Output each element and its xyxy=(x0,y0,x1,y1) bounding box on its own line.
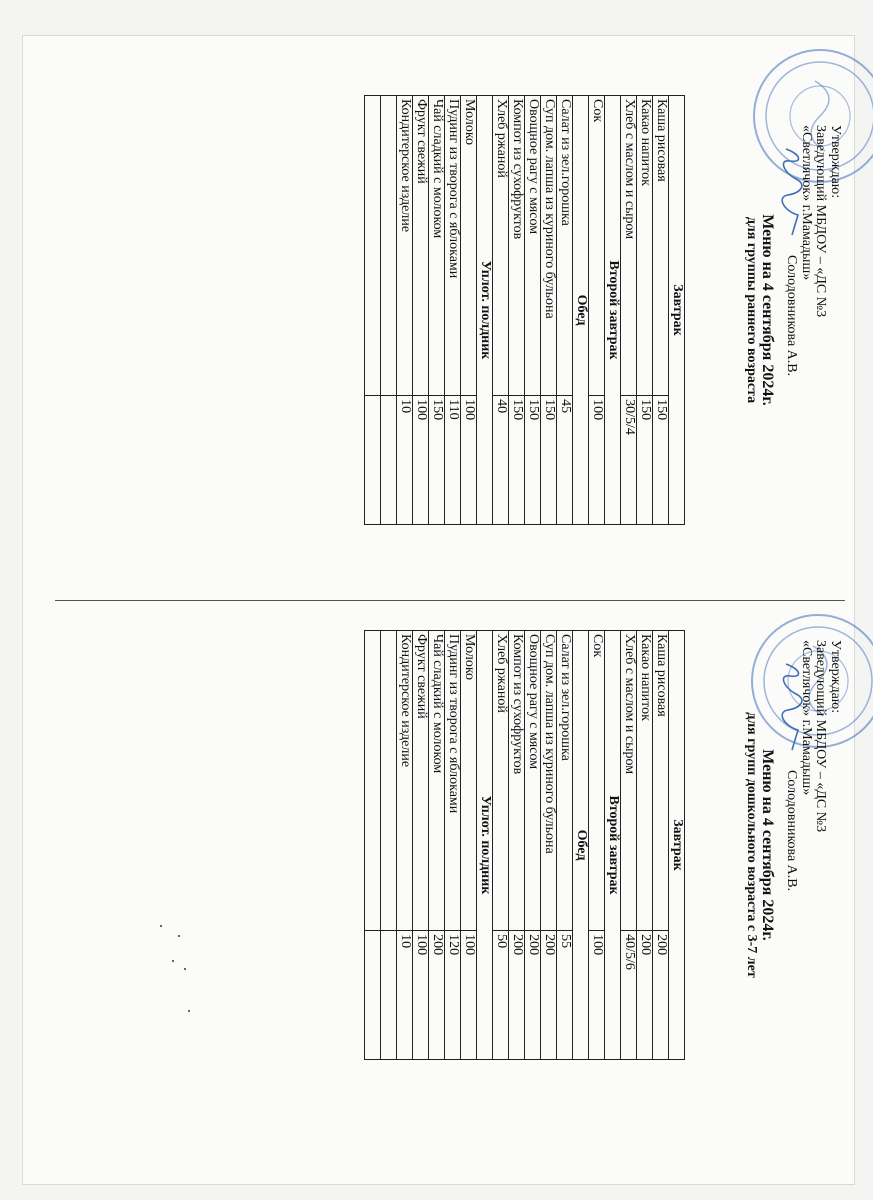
section-heading: Завтрак xyxy=(669,631,685,1060)
dish-amount: 50 xyxy=(493,931,509,1060)
handwritten-signature xyxy=(781,660,805,755)
dish-name: Хлеб ржаной xyxy=(493,96,509,396)
table-row xyxy=(413,96,429,525)
dish-amount: 40/5/6 xyxy=(621,931,637,1060)
section-row xyxy=(477,631,493,1060)
dish-amount: 150 xyxy=(541,396,557,525)
empty-cell xyxy=(381,931,397,1060)
table-row xyxy=(429,96,445,525)
empty-cell xyxy=(381,631,397,931)
empty-row xyxy=(381,631,397,1060)
dish-amount: 55 xyxy=(557,931,573,1060)
dish-name: Фрукт свежий xyxy=(413,96,429,396)
dish-name: Сок xyxy=(589,631,605,931)
section-row xyxy=(669,96,685,525)
dish-name: Фрукт свежий xyxy=(413,631,429,931)
signatory-name: Солодовникова А.В. xyxy=(784,770,800,892)
dish-name: Салат из зел.горошка xyxy=(557,96,573,396)
dish-name: Молоко xyxy=(461,631,477,931)
dish-name: Сок xyxy=(589,96,605,396)
table-row xyxy=(397,96,413,525)
empty-cell xyxy=(365,96,381,396)
scan-speck xyxy=(188,1010,190,1012)
dish-name: Хлеб с маслом и сыром xyxy=(621,96,637,396)
table-row xyxy=(541,96,557,525)
dish-name: Кондитерское изделие xyxy=(397,96,413,396)
table-row xyxy=(429,631,445,1060)
scan-speck xyxy=(184,968,186,970)
dish-amount: 150 xyxy=(653,396,669,525)
dish-name: Овощное рагу с мясом xyxy=(525,631,541,931)
dish-name: Какао напиток xyxy=(637,96,653,396)
dish-name: Хлеб с маслом и сыром xyxy=(621,631,637,931)
table-row xyxy=(461,631,477,1060)
scan-speck xyxy=(160,925,162,927)
dish-amount: 200 xyxy=(637,931,653,1060)
table-row xyxy=(509,96,525,525)
table-row xyxy=(413,631,429,1060)
dish-name: Какао напиток xyxy=(637,631,653,931)
section-heading: Уплот. полдник xyxy=(477,96,493,525)
table-row xyxy=(637,96,653,525)
dish-name: Кондитерское изделие xyxy=(397,631,413,931)
dish-amount: 100 xyxy=(461,396,477,525)
signature-line xyxy=(784,640,799,891)
dish-amount: 100 xyxy=(413,396,429,525)
dish-amount: 100 xyxy=(461,931,477,1060)
table-row xyxy=(621,96,637,525)
dish-amount: 110 xyxy=(445,396,461,525)
dish-name: Овощное рагу с мясом xyxy=(525,96,541,396)
rotated-page xyxy=(22,35,873,1165)
dish-amount: 30/5/4 xyxy=(621,396,637,525)
dish-name: Чай сладкий с молоком xyxy=(429,96,445,396)
menu-subtitle: для группы раннего возраста xyxy=(744,216,759,404)
table-row xyxy=(493,631,509,1060)
section-heading: Второй завтрак xyxy=(605,631,621,1060)
dish-amount: 150 xyxy=(637,396,653,525)
table-row xyxy=(621,631,637,1060)
dish-name: Молоко xyxy=(461,96,477,396)
dish-amount: 150 xyxy=(525,396,541,525)
table-row xyxy=(445,631,461,1060)
scan-speck xyxy=(178,935,180,937)
table-row xyxy=(653,631,669,1060)
menu-subtitle: для групп дошкольного возраста с 3-7 лет xyxy=(744,712,759,978)
dish-name: Каша рисовая xyxy=(653,96,669,396)
table-row xyxy=(445,96,461,525)
dish-name: Чай сладкий с молоком xyxy=(429,631,445,931)
section-row xyxy=(573,631,589,1060)
dish-amount: 200 xyxy=(653,931,669,1060)
dish-name: Салат из зел.горошка xyxy=(557,631,573,931)
approval-position: Заведующий МБДОУ – «ДС №3 xyxy=(813,125,829,318)
table-row xyxy=(397,631,413,1060)
empty-cell xyxy=(365,396,381,525)
scanned-sheet xyxy=(22,35,855,1185)
scan-speck xyxy=(172,960,174,962)
menu-document-right xyxy=(22,600,873,1165)
section-row xyxy=(573,96,589,525)
dish-amount: 10 xyxy=(397,396,413,525)
menu-table xyxy=(364,95,685,525)
approval-block xyxy=(784,125,842,376)
table-row xyxy=(589,631,605,1060)
table-row xyxy=(525,96,541,525)
table-row xyxy=(541,631,557,1060)
table-row xyxy=(589,96,605,525)
section-heading: Обед xyxy=(573,96,589,525)
approval-position: Заведующий МБДОУ – «ДС №3 xyxy=(813,640,829,833)
dish-amount: 120 xyxy=(445,931,461,1060)
dish-amount: 150 xyxy=(509,396,525,525)
table-row xyxy=(509,631,525,1060)
section-heading: Уплот. полдник xyxy=(477,631,493,1060)
approval-heading: Утверждаю: xyxy=(828,640,843,714)
dish-amount: 100 xyxy=(589,396,605,525)
table-row xyxy=(637,631,653,1060)
approval-org-name: «Светлячок» г.Мамадыш» xyxy=(799,640,814,796)
table-row xyxy=(493,96,509,525)
section-row xyxy=(669,631,685,1060)
dish-name: Суп дом. лапша из куриного бульона xyxy=(541,96,557,396)
section-heading: Обед xyxy=(573,631,589,1060)
dish-name: Каша рисовая xyxy=(653,631,669,931)
section-heading: Второй завтрак xyxy=(605,96,621,525)
dish-amount: 45 xyxy=(557,396,573,525)
approval-org-name: «Светлячок» г.Мамадыш» xyxy=(799,125,814,281)
dish-amount: 100 xyxy=(589,931,605,1060)
dish-name: Пудинг из творога с яблоками xyxy=(445,631,461,931)
menu-title: Меню на 4 сентября 2024г. xyxy=(759,214,776,406)
empty-row xyxy=(381,96,397,525)
dish-amount: 150 xyxy=(429,396,445,525)
signature-line xyxy=(784,125,799,376)
approval-block xyxy=(784,640,842,891)
empty-row xyxy=(365,96,381,525)
dish-name: Компот из сухофруктов xyxy=(509,631,525,931)
table-row xyxy=(461,96,477,525)
empty-cell xyxy=(381,396,397,525)
menu-table xyxy=(364,630,685,1060)
dish-name: Компот из сухофруктов xyxy=(509,96,525,396)
dish-name: Хлеб ржаной xyxy=(493,631,509,931)
signatory-name: Солодовникова А.В. xyxy=(784,255,800,377)
dish-name: Суп дом. лапша из куриного бульона xyxy=(541,631,557,931)
dish-amount: 10 xyxy=(397,931,413,1060)
section-row xyxy=(605,96,621,525)
table-row xyxy=(653,96,669,525)
menu-title-block xyxy=(743,610,775,1080)
dish-amount: 40 xyxy=(493,396,509,525)
table-row xyxy=(525,631,541,1060)
table-row xyxy=(557,631,573,1060)
menu-title-block xyxy=(743,75,775,545)
empty-cell xyxy=(365,931,381,1060)
dish-amount: 100 xyxy=(413,931,429,1060)
section-row xyxy=(477,96,493,525)
empty-cell xyxy=(381,96,397,396)
empty-row xyxy=(365,631,381,1060)
section-row xyxy=(605,631,621,1060)
dish-amount: 200 xyxy=(429,931,445,1060)
dish-amount: 200 xyxy=(525,931,541,1060)
dish-amount: 200 xyxy=(509,931,525,1060)
dish-name: Пудинг из творога с яблоками xyxy=(445,96,461,396)
empty-cell xyxy=(365,631,381,931)
section-heading: Завтрак xyxy=(669,96,685,525)
menu-title: Меню на 4 сентября 2024г. xyxy=(759,749,776,941)
menu-document-left xyxy=(22,35,873,600)
approval-heading: Утверждаю: xyxy=(828,125,843,199)
handwritten-signature xyxy=(781,145,805,240)
table-row xyxy=(557,96,573,525)
dish-amount: 200 xyxy=(541,931,557,1060)
